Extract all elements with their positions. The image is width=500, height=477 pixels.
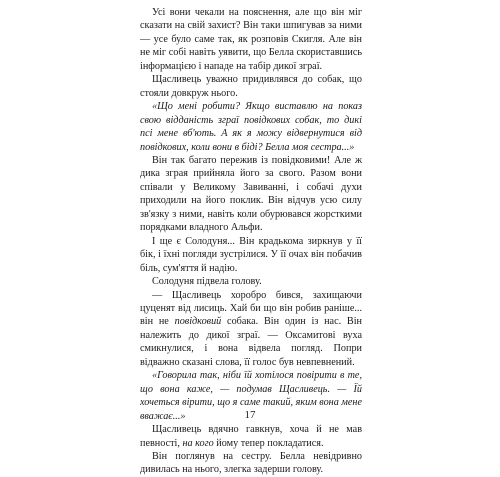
paragraph-text: Солодуня підвела голову. [152,276,262,288]
emphasis-text: повідковий [174,316,222,328]
paragraph-text: Він поглянув на сестру. Белла невідривно дивилась на нього, злегка задерши голову. [140,450,362,476]
paragraph [140,275,362,288]
emphasis-text: на кого [182,437,214,449]
paragraph [140,289,362,370]
paragraph [140,450,362,477]
paragraph-text: Щасливець уважно придивлявся до собак, що стояли довкруж нього. [140,74,362,99]
paragraph-text: — Щасливець хоробро бився, захищаючи цуценят від лисиць. Хай би що він робив раніше... він не [140,289,362,328]
paragraph [140,235,362,275]
paragraph-text: «Говорила так, ніби їй хотілося повірити в те, що вона каже, — подумав Щасливець. — Їй хочеться вірити, що я саме такий, яким вона мене вважає...» [140,370,362,422]
paragraph [140,73,362,100]
paragraph-text: собака. Він один із нас. Він належить до дикої зграї. — Оксамитові вуха смикнулися, і вона відвела погляд. Попри відважно сказані слова, її голос був невпевнений. [140,316,362,368]
paragraph-text: йому тепер покладатися. [213,437,324,449]
paragraph-text: Усі вони чекали на пояснення, але що він міг сказати на свій захист? Він таки шпигував за ними — усе було саме так, як розповів Скигля. Але він не міг собі навіть уявити, що Белла скориставшись інформацією і нападе на табір дикої зграї. [140,7,362,72]
paragraph [140,423,362,450]
text-body [140,6,362,477]
paragraph-text: Він так багато пережив із повідковими! Але ж дика зграя прийняла його за свого. Разом вони співали у Великому Завиванні, і собачі духи приходили на його поклик. Він відчув усю силу зв'язку з ними, навіть коли обурювався жорсткими порядками владного Альфи. [140,154,362,234]
italic-paragraph [140,100,362,154]
paragraph-text: І ще є Солодуня... Він крадькома зиркнув у її бік, і їхні погляди зустрілися. У її очах він побачив біль, сум'яття й надію. [140,235,362,274]
paragraph [140,6,362,73]
paragraph [140,154,362,235]
paragraph-text: «Що мені робити? Якщо виставлю на показ свою відданість зграї повідкових собак, то дикі псі мене вб'ють. А як я можу відвернутися від повідкових, коли вони в біді? Белла моя сестра...» [140,101,362,153]
paragraph-text: Щасливець вдячно гавкнув, хоча й не мав певності, [140,424,362,449]
page-number: 17 [244,409,256,421]
